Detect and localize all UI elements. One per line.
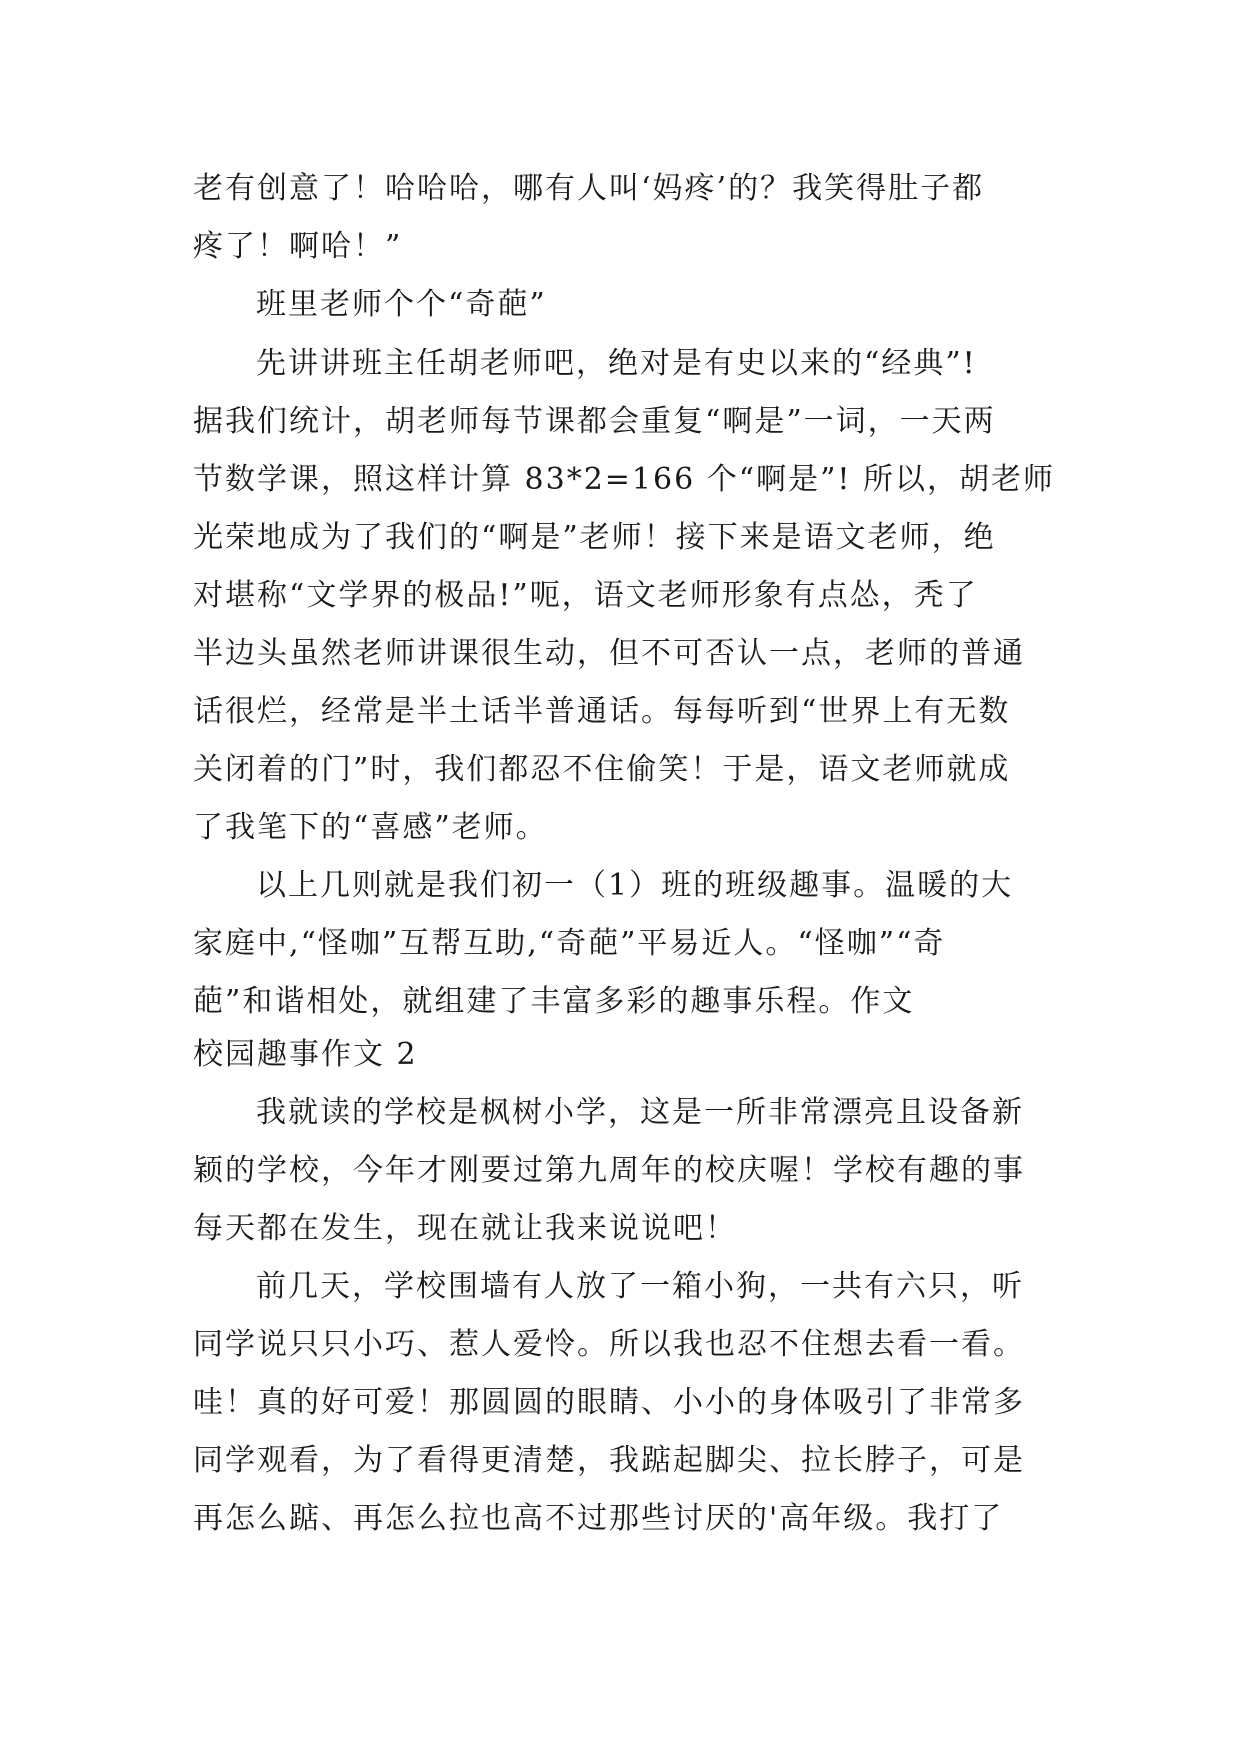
text-line: 节数学课，照这样计算 83*2=166 个“啊是”! 所以，胡老师: [193, 462, 1055, 497]
text-line: 关闭着的门”时，我们都忍不住偷笑！于是，语文老师就成: [193, 752, 1011, 787]
text-line: 光荣地成为了我们的“啊是”老师！接下来是语文老师，绝: [193, 520, 996, 555]
text-line: 我就读的学校是枫树小学，这是一所非常漂亮且设备新: [256, 1095, 1024, 1130]
text-line: 话很烂，经常是半土话半普通话。每每听到“世界上有无数: [193, 694, 1011, 729]
text-line: 对堪称“文学界的极品!”呃，语文老师形象有点怂，秃了: [193, 578, 978, 613]
section-heading: 班里老师个个“奇葩”: [256, 287, 547, 322]
text-line: 同学说只只小巧、惹人爱怜。所以我也忍不住想去看一看。: [193, 1327, 1025, 1362]
text-line: 了我笔下的“喜感”老师。: [193, 810, 548, 845]
text-line: 葩”和谐相处，就组建了丰富多彩的趣事乐程。作文: [193, 984, 915, 1019]
text-line: 每天都在发生，现在就让我来说说吧！: [193, 1211, 737, 1246]
text-line: 先讲讲班主任胡老师吧，绝对是有史以来的“经典”!: [256, 346, 977, 381]
text-line: 颖的学校，今年才刚要过第九周年的校庆喔！学校有趣的事: [193, 1153, 1025, 1188]
article-title: 校园趣事作文 2: [193, 1037, 418, 1072]
text-line: 再怎么踮、再怎么拉也高不过那些讨厌的'高年级。我打了: [193, 1501, 1004, 1536]
text-line: 前几天，学校围墙有人放了一箱小狗，一共有六只，听: [256, 1269, 1024, 1304]
text-line: 据我们统计，胡老师每节课都会重复“啊是”一词，一天两: [193, 404, 996, 439]
text-line: 半边头虽然老师讲课很生动，但不可否认一点，老师的普通: [193, 636, 1025, 671]
text-line: 哇！真的好可爱！那圆圆的眼睛、小小的身体吸引了非常多: [193, 1385, 1025, 1420]
text-line: 家庭中,“怪咖”互帮互助,“奇葩”平易近人。“怪咖”“奇: [193, 926, 946, 961]
text-line: 疼了！啊哈！”: [193, 229, 403, 264]
text-line: 老有创意了！哈哈哈，哪有人叫‘妈疼’的？我笑得肚子都: [193, 171, 985, 206]
text-line: 同学观看，为了看得更清楚，我踮起脚尖、拉长脖子，可是: [193, 1443, 1025, 1478]
text-line: 以上几则就是我们初一（1）班的班级趣事。温暖的大: [256, 868, 1014, 903]
